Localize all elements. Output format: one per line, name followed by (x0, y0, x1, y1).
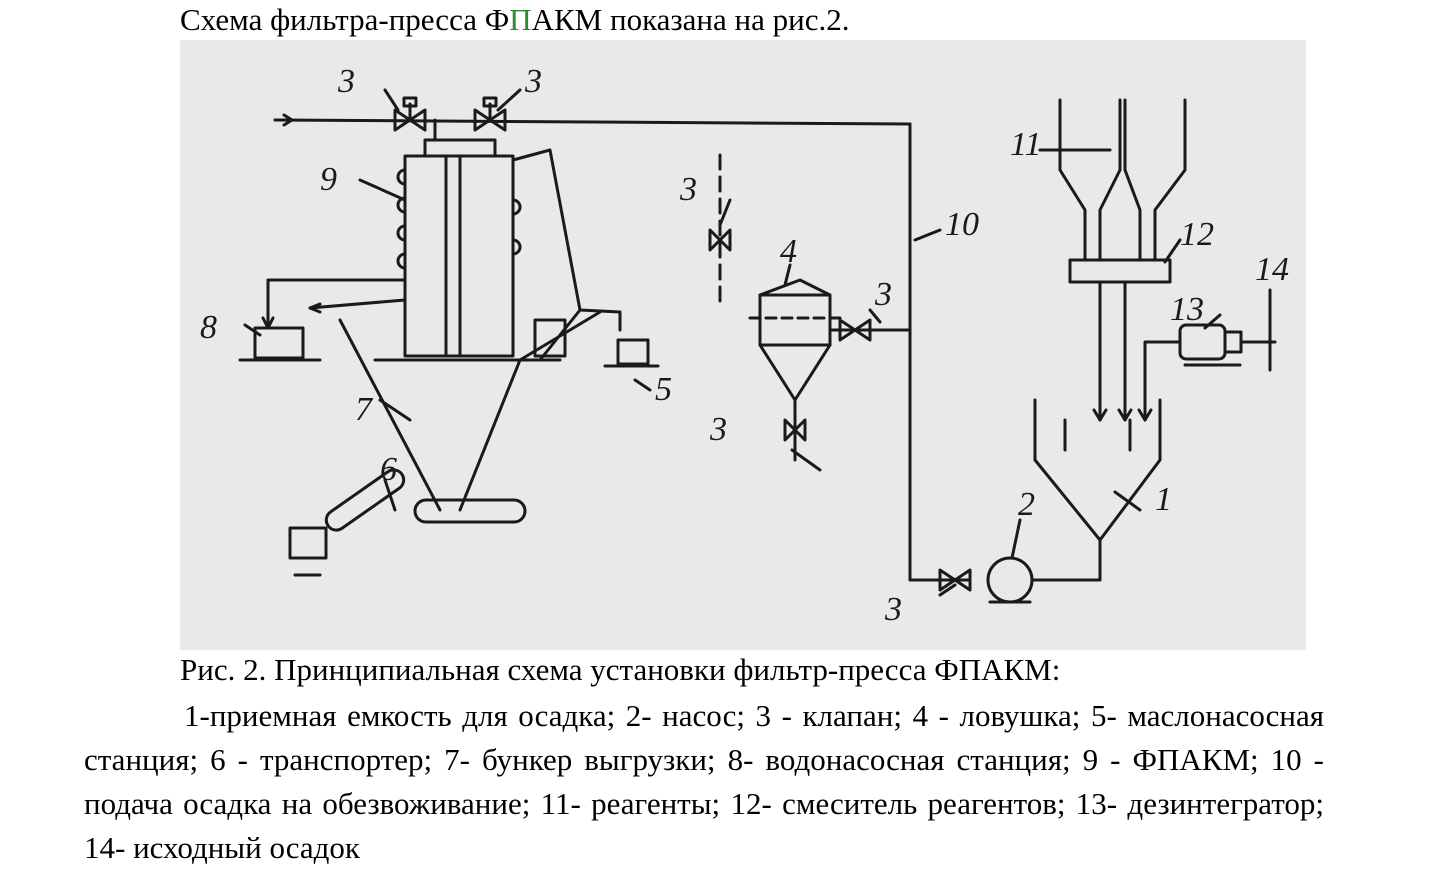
label-3c: 3 (680, 171, 697, 208)
legend-text: 1-приемная емкость для осадка; 2- насос; 3 - клапан; 4 - ловушка; 5- маслонасосная станция; 6 - транспортер; 7- бункер выгрузки; 8- водонасосная станция; 9 - ФПАКМ; 10 - подача осадка на обезвоживание; 11- реагенты; 12- смеситель реагентов; 13- дезинтегратор; 14- исходный осадок (84, 698, 1324, 865)
figure-caption: Рис. 2. Принципиальная схема установки фильтр-пресса ФПАКМ: (180, 652, 1061, 687)
label-3f: 3 (885, 591, 902, 628)
label-12: 12 (1180, 216, 1214, 253)
label-8: 8 (200, 309, 217, 346)
label-3d: 3 (710, 411, 727, 448)
press-head (425, 140, 495, 156)
label-4: 4 (780, 233, 797, 270)
schematic-figure (180, 40, 1306, 650)
label-2: 2 (1018, 486, 1035, 523)
hopper-right (460, 360, 520, 510)
reagent-mixer (1070, 260, 1170, 282)
label-3b: 3 (525, 63, 542, 100)
label-11: 11 (1010, 126, 1042, 163)
label-6: 6 (380, 451, 397, 488)
reagent-hopper-left (1060, 100, 1085, 260)
feed-line-10 (910, 124, 970, 580)
label-3e: 3 (875, 276, 892, 313)
label-13: 13 (1170, 291, 1204, 328)
trap-top (760, 280, 830, 295)
label-10: 10 (945, 206, 979, 243)
intro-after: АКМ показана на рис.2. (531, 2, 850, 37)
schematic-drawing (180, 40, 1306, 650)
water-pump-station (255, 328, 303, 358)
conveyor-drive (290, 528, 326, 558)
trap-body (760, 295, 830, 345)
label-1: 1 (1155, 481, 1172, 518)
oil-pump-station (618, 340, 648, 364)
figure-legend (84, 694, 1324, 870)
label-3a: 3 (338, 63, 355, 100)
intro-highlight: П (509, 2, 532, 37)
intro-text (180, 0, 849, 40)
label-14: 14 (1255, 251, 1289, 288)
feed-line (275, 120, 910, 124)
receiving-tank (1035, 400, 1160, 540)
conveyor-1 (415, 500, 525, 522)
label-7: 7 (355, 391, 372, 428)
label-9: 9 (320, 161, 337, 198)
pump (988, 558, 1032, 602)
disintegrator (1180, 325, 1225, 359)
label-5: 5 (655, 371, 672, 408)
intro-before: Схема фильтра-пресса Ф (180, 2, 510, 37)
